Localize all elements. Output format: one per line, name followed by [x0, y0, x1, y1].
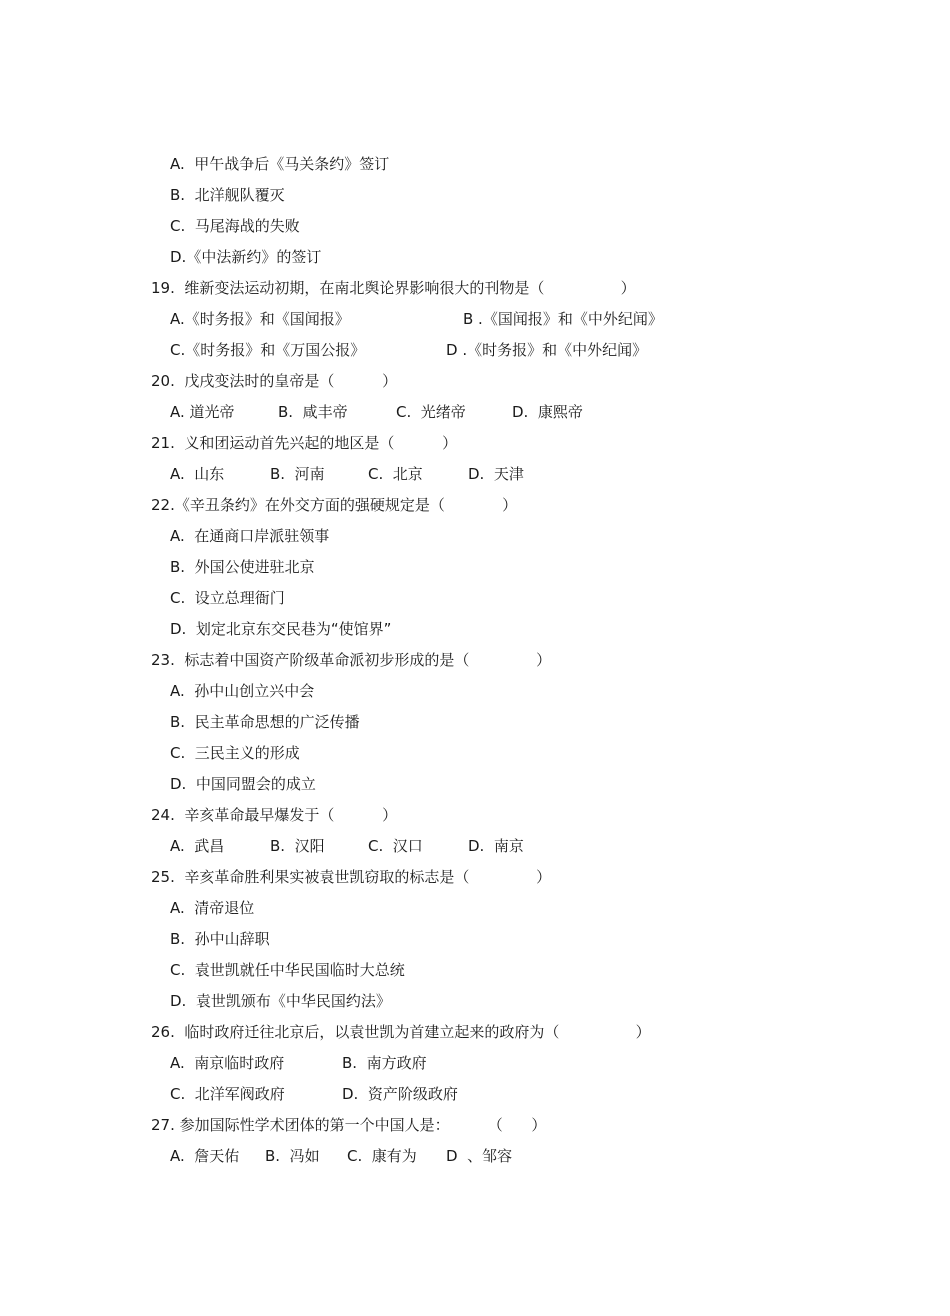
answer-option: A. 南京临时政府 [170, 1054, 285, 1072]
question-stem: 26. 临时政府迁往北京后，以袁世凯为首建立起来的政府为（ ） [151, 1023, 651, 1041]
answer-option: A. 孙中山创立兴中会 [170, 682, 315, 700]
answer-option: B. 北洋舰队覆灭 [170, 186, 285, 204]
answer-option: D. 划定北京东交民巷为“使馆界” [170, 620, 392, 638]
answer-option: D. 天津 [468, 465, 524, 483]
answer-option: D. 中国同盟会的成立 [170, 775, 316, 793]
answer-option: A. 詹天佑 [170, 1147, 240, 1165]
answer-option: A. 在通商口岸派驻领事 [170, 527, 330, 545]
answer-option: B. 咸丰帝 [278, 403, 348, 421]
answer-option: D 、邹容 [446, 1147, 513, 1165]
question-stem: 20. 戊戌变法时的皇帝是（ ） [151, 372, 398, 390]
answer-option: A. 山东 [170, 465, 225, 483]
answer-option: C. 设立总理衙门 [170, 589, 285, 607]
answer-option: C. 光绪帝 [396, 403, 466, 421]
answer-option: C. 汉口 [368, 837, 423, 855]
answer-option: C.《时务报》和《万国公报》 [170, 341, 366, 359]
answer-option: C. 三民主义的形成 [170, 744, 300, 762]
answer-option: A.《时务报》和《国闻报》 [170, 310, 350, 328]
answer-option: A. 武昌 [170, 837, 225, 855]
answer-option: B. 外国公使进驻北京 [170, 558, 315, 576]
answer-option: C. 马尾海战的失败 [170, 217, 300, 235]
answer-option: B. 冯如 [265, 1147, 320, 1165]
answer-option: D. 袁世凯颁布《中华民国约法》 [170, 992, 391, 1010]
answer-option: A. 甲午战争后《马关条约》签订 [170, 155, 390, 173]
answer-option: B .《国闻报》和《中外纪闻》 [463, 310, 663, 328]
answer-option: A. 清帝退位 [170, 899, 255, 917]
answer-option: C. 袁世凯就任中华民国临时大总统 [170, 961, 405, 979]
answer-option: B. 汉阳 [270, 837, 325, 855]
question-stem: 23. 标志着中国资产阶级革命派初步形成的是（ ） [151, 651, 552, 669]
answer-option: D. 南京 [468, 837, 524, 855]
answer-option: B. 民主革命思想的广泛传播 [170, 713, 360, 731]
answer-option: D. 资产阶级政府 [342, 1085, 458, 1103]
answer-option: D.《中法新约》的签订 [170, 248, 322, 266]
answer-option: C. 北京 [368, 465, 423, 483]
answer-option: D .《时务报》和《中外纪闻》 [446, 341, 648, 359]
question-stem: 25. 辛亥革命胜利果实被袁世凯窃取的标志是（ ） [151, 868, 552, 886]
question-stem: 22.《辛丑条约》在外交方面的强硬规定是（ ） [151, 496, 518, 514]
question-stem: 21. 义和团运动首先兴起的地区是（ ） [151, 434, 458, 452]
answer-option: B. 南方政府 [342, 1054, 427, 1072]
answer-option: C. 北洋军阀政府 [170, 1085, 285, 1103]
answer-option: B. 孙中山辞职 [170, 930, 270, 948]
answer-option: D. 康熙帝 [512, 403, 583, 421]
question-stem: 24. 辛亥革命最早爆发于（ ） [151, 806, 398, 824]
answer-option: B. 河南 [270, 465, 325, 483]
answer-option: C. 康有为 [347, 1147, 417, 1165]
question-stem: 19. 维新变法运动初期，在南北舆论界影响很大的刊物是（ ） [151, 279, 636, 297]
question-stem: 27. 参加国际性学术团体的第一个中国人是： （ ） [151, 1116, 547, 1134]
answer-option: A. 道光帝 [170, 403, 235, 421]
